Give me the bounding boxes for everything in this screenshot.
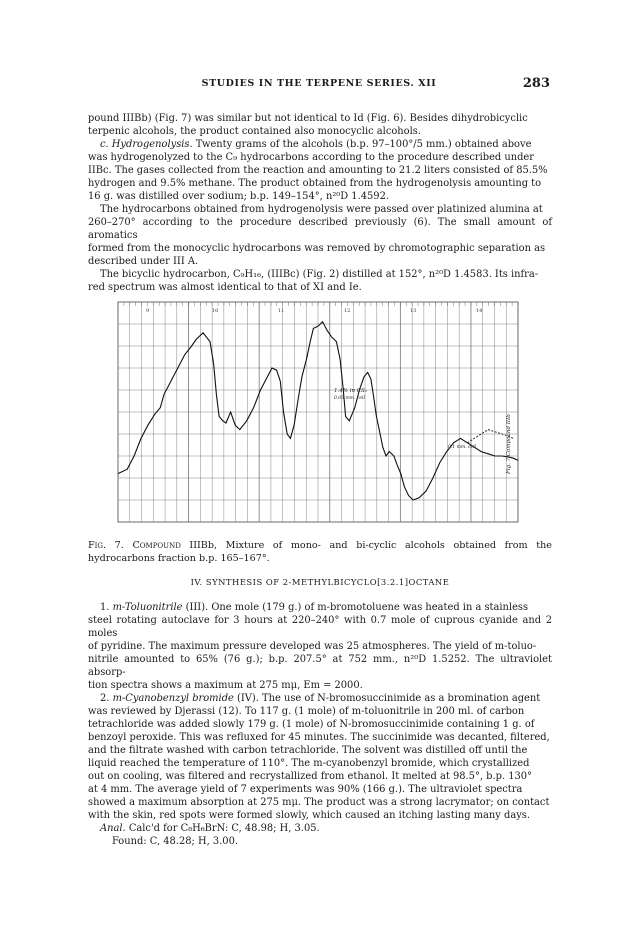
text-span: Twenty grams of the alcohols (b.p. 97–100°/5 mm.) obtained above: [192, 139, 532, 150]
caption-text: IIIBb, Mixture of mono- and bi-cyclic alcohols obtained from the hydrocarbons fraction b.p. 165–167°.: [88, 540, 552, 564]
text-line: The bicyclic hydrocarbon, C₉H₁₆, (IIIBc) (Fig. 2) distilled at 152°, n²⁰D 1.4583. Its infra-: [100, 269, 539, 280]
text-line: terpenic alcohols, the product contained also monocyclic alcohols.: [88, 126, 421, 137]
x-tick-label: 10: [212, 308, 219, 314]
paragraph-toluonitrile: [88, 601, 552, 614]
top-text-block: [88, 112, 552, 294]
text-line: and the filtrate washed with carbon tetrachloride. The solvent was distilled off until the: [88, 745, 528, 756]
text-line: hydrogen and 9.5% methane. The product obtained from the hydrogenolysis amounting to: [88, 178, 542, 189]
x-tick-label: 14: [476, 308, 483, 314]
text-line: IIBc. The gases collected from the reaction and amounting to 21.2 liters consisted of 85.5%: [88, 165, 548, 176]
text-line: The hydrocarbons obtained from hydrogenolysis were passed over platinized alumina at: [100, 204, 543, 215]
page-number: 283: [522, 76, 550, 91]
annotation-cell-thin: 0.1 mm. cell: [448, 445, 477, 450]
text-line: at 4 mm. The average yield of 7 experiments was 90% (166 g.). The ultraviolet spectra: [88, 784, 523, 795]
ir-spectrum-chart: [112, 296, 524, 528]
text-line: tion spectra shows a maximum at 275 mμ, Em = 2000.: [88, 680, 363, 691]
x-tick-label: 9: [146, 308, 150, 314]
text-line: of pyridine. The maximum pressure developed was 25 atmospheres. The yield of m-toluo-: [88, 641, 537, 652]
text-line: showed a maximum absorption at 275 mμ. The product was a strong lacrymator; on contact: [88, 797, 550, 808]
running-header: [88, 76, 550, 92]
text-line: was hydrogenolyzed to the C₉ hydrocarbons according to the procedure described under: [88, 152, 534, 163]
subheading-hydrogenolysis: c. Hydrogenolysis.: [100, 139, 193, 150]
text-line: 16 g. was distilled over sodium; b.p. 149–154°, n²⁰D 1.4592.: [88, 191, 389, 202]
chart-tick-labels: [146, 308, 482, 314]
paragraph-cyanobenzyl: [88, 692, 552, 705]
text-line: nitrile amounted to 65% (76 g.); b.p. 207.5° at 752 mm., n²⁰D 1.5252. The ultraviolet absorp-: [88, 654, 552, 678]
text-span: (IV). The use of N-bromosuccinimide as a bromination agent: [233, 693, 541, 704]
caption-label: Fig. 7.: [88, 540, 124, 551]
text-span: (III). One mole (179 g.) of m-bromotoluene was heated in a stainless: [182, 602, 529, 613]
item-number: 2.: [100, 693, 113, 704]
annotation-figure-label: Fig. 7 Compound IIIb: [506, 414, 512, 474]
text-line: benzoyl peroxide. This was refluxed for 45 minutes. The succinimide was decanted, filtered,: [88, 732, 550, 743]
text-line: pound IIIBb) (Fig. 7) was similar but not identical to Id (Fig. 6). Besides dihydrobicyclic: [88, 113, 528, 124]
text-line: liquid reached the temperature of 110°. The m-cyanobenzyl bromide, which crystallized: [88, 758, 530, 769]
chart-grid: [118, 302, 518, 522]
text-line: out on cooling, was filtered and recrystallized from ethanol. It melted at 98.5°, b.p. 130°: [88, 771, 533, 782]
paragraph-hydrogenolysis: [88, 138, 552, 151]
figure-caption: [88, 539, 552, 565]
section-heading: IV. SYNTHESIS OF 2-METHYLBICYCLO[3.2.1]OCTANE: [190, 577, 450, 587]
running-title: STUDIES IN THE TERPENE SERIES. XII: [201, 78, 437, 89]
x-tick-label: 11: [278, 308, 285, 314]
item-name: m-Toluonitrile: [112, 602, 183, 613]
text-line: tetrachloride was added slowly 179 g. (1 mole) of N-bromosuccinimide containing 1 g. of: [88, 719, 535, 730]
text-line: 260–270° according to the procedure described previously (6). The small amount of aromatics: [88, 217, 552, 241]
item-number: 1.: [100, 602, 113, 613]
text-line: formed from the monocyclic hydrocarbons was removed by chromotographic separation as: [88, 243, 546, 254]
text-span: Calc'd for C₈H₆BrN: C, 48.98; H, 3.05.: [125, 823, 320, 834]
item-name: m-Cyanobenzyl bromide: [112, 693, 234, 704]
x-tick-label: 12: [344, 308, 351, 314]
x-tick-label: 13: [410, 308, 417, 314]
analysis-line: [88, 822, 552, 835]
text-line: described under III A.: [88, 256, 199, 267]
text-line: with the skin, red spots were formed slowly, which caused an itching lasting many days.: [88, 810, 531, 821]
text-line: was reviewed by Djerassi (12). To 117 g. (1 mole) of m-toluonitrile in 200 ml. of carbon: [88, 706, 525, 717]
annotation-cell-thick: 0.05 mm. cell: [334, 396, 365, 401]
caption-compound: Compound: [132, 540, 181, 551]
annotation-concentration: 1.4% in CS₂: [334, 388, 367, 394]
analysis-label: Anal.: [100, 823, 126, 834]
bottom-text-block: [88, 601, 552, 848]
found-line: Found: C, 48.28; H, 3.00.: [112, 836, 238, 847]
text-line: steel rotating autoclave for 3 hours at 220–240° with 0.7 mole of cuprous cyanide and 2 moles: [88, 615, 552, 639]
text-line: red spectrum was almost identical to that of XI and Ie.: [88, 282, 362, 293]
